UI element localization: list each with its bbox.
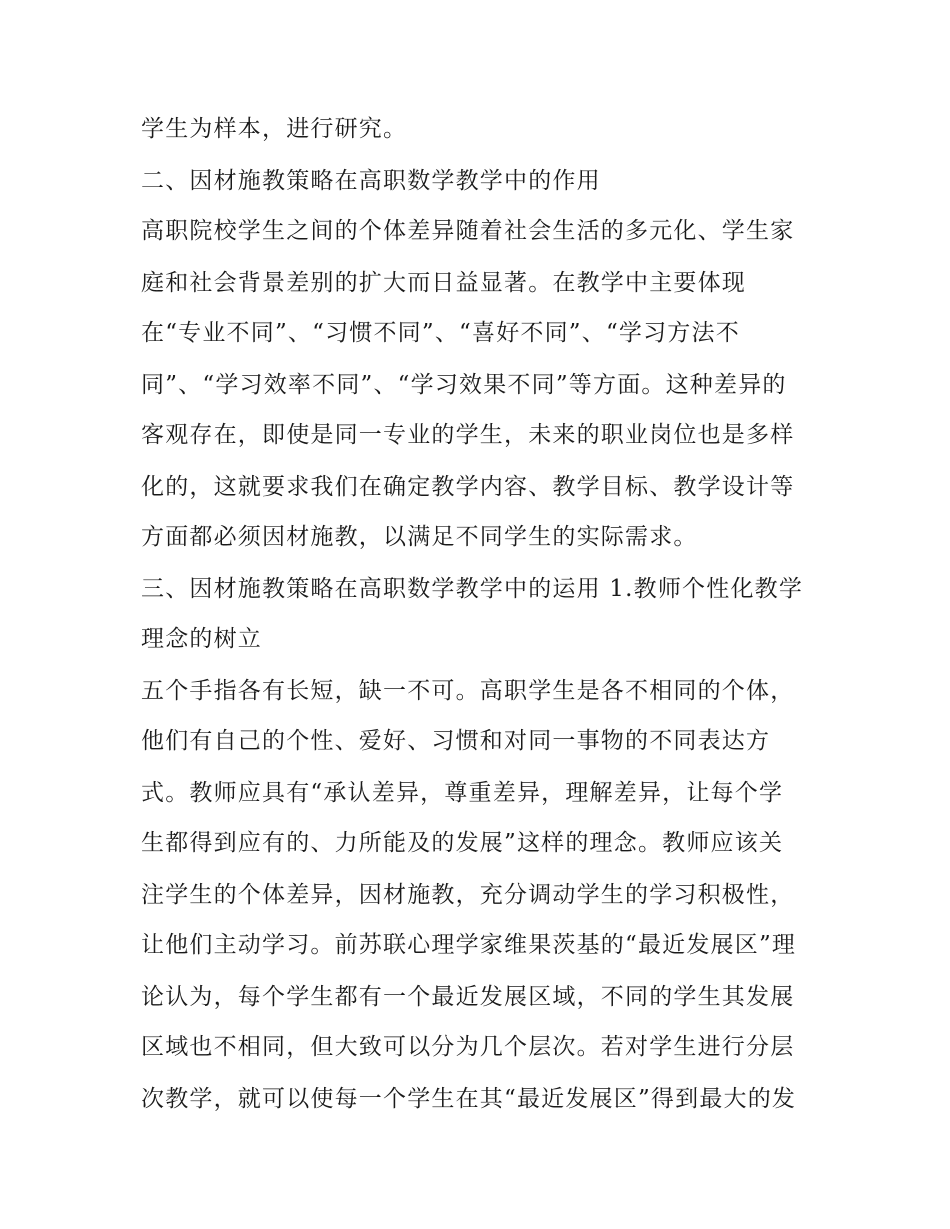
text-line: 化的，这就要求我们在确定教学内容、教学目标、教学设计等 — [141, 474, 795, 500]
section-heading: 二、因材施教策略在高职数学教学中的作用 — [141, 168, 601, 194]
text-line: 论认为，每个学生都有一个最近发展区域，不同的学生其发展 — [141, 984, 795, 1010]
text-line: 在“专业不同”、“习惯不同”、“喜好不同”、“学习方法不 — [141, 320, 740, 346]
text-line: 方面都必须因材施教，以满足不同学生的实际需求。 — [141, 524, 698, 550]
text-line: 学生为样本，进行研究。 — [141, 116, 408, 142]
text-line: 注学生的个体差异，因材施教，充分调动学生的学习积极性， — [141, 882, 795, 908]
text-line: 让他们主动学习。前苏联心理学家维果茨基的“最近发展区”理 — [141, 932, 797, 958]
text-line: 式。教师应具有“承认差异，尊重差异，理解差异，让每个学 — [141, 780, 784, 806]
text-line: 区域也不相同，但大致可以分为几个层次。若对学生进行分层 — [141, 1034, 795, 1060]
text-line: 客观存在，即使是同一专业的学生，未来的职业岗位也是多样 — [141, 422, 795, 448]
text-line: 同”、“学习效率不同”、“学习效果不同”等方面。这种差异的 — [141, 372, 787, 398]
text-line: 庭和社会背景差别的扩大而日益显著。在教学中主要体现 — [141, 270, 746, 296]
text-line: 次教学，就可以使每一个学生在其“最近发展区”得到最大的发 — [141, 1086, 797, 1112]
section-heading: 理念的树立 — [141, 626, 262, 652]
text-line: 五个手指各有长短，缺一不可。高职学生是各不相同的个体， — [141, 678, 795, 704]
text-line: 他们有自己的个性、爱好、习惯和对同一事物的不同表达方 — [141, 728, 771, 754]
text-line: 生都得到应有的、力所能及的发展”这样的理念。教师应该关 — [141, 830, 784, 856]
section-heading: 三、因材施教策略在高职数学教学中的运用 1.教师个性化教学 — [141, 576, 804, 602]
text-line: 高职院校学生之间的个体差异随着社会生活的多元化、学生家 — [141, 218, 795, 244]
